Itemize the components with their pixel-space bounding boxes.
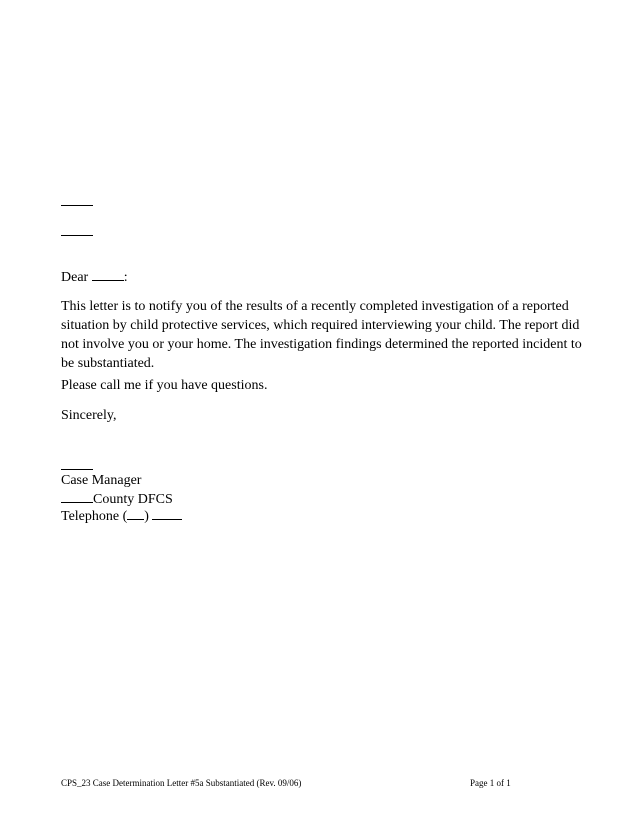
address-line-2	[61, 222, 93, 241]
body-line: This letter is to notify you of the results of a recently completed investigation of a reported	[61, 299, 569, 314]
body-line: situation by child protective services, which required interviewing your child. The report did	[61, 318, 580, 333]
body-paragraph	[61, 297, 581, 373]
closing: Sincerely,	[61, 408, 117, 423]
telephone-paren-close: )	[144, 509, 153, 524]
address-line-1	[61, 192, 93, 211]
address-blank-2[interactable]	[61, 222, 93, 236]
body-line: not involve you or your home. The investigation findings determined the reported incident to	[61, 337, 582, 352]
recipient-name-blank[interactable]	[92, 267, 124, 281]
footer-page-label: Page 1 of 1	[470, 778, 511, 788]
county-suffix: County DFCS	[93, 492, 173, 507]
telephone-line	[61, 506, 182, 525]
body-line: be substantiated.	[61, 356, 155, 371]
phone-number-blank[interactable]	[152, 506, 182, 520]
signature-blank[interactable]	[61, 456, 93, 470]
case-manager-title: Case Manager	[61, 473, 142, 488]
footer-form-id: CPS_23 Case Determination Letter #5a Substantiated (Rev. 09/06)	[61, 778, 302, 788]
area-code-blank[interactable]	[127, 506, 144, 520]
county-blank[interactable]	[61, 489, 93, 503]
call-line: Please call me if you have questions.	[61, 378, 268, 393]
salutation-prefix: Dear	[61, 270, 92, 285]
salutation	[61, 267, 128, 286]
address-blank-1[interactable]	[61, 192, 93, 206]
telephone-prefix: Telephone (	[61, 509, 128, 524]
salutation-suffix: :	[123, 270, 128, 285]
